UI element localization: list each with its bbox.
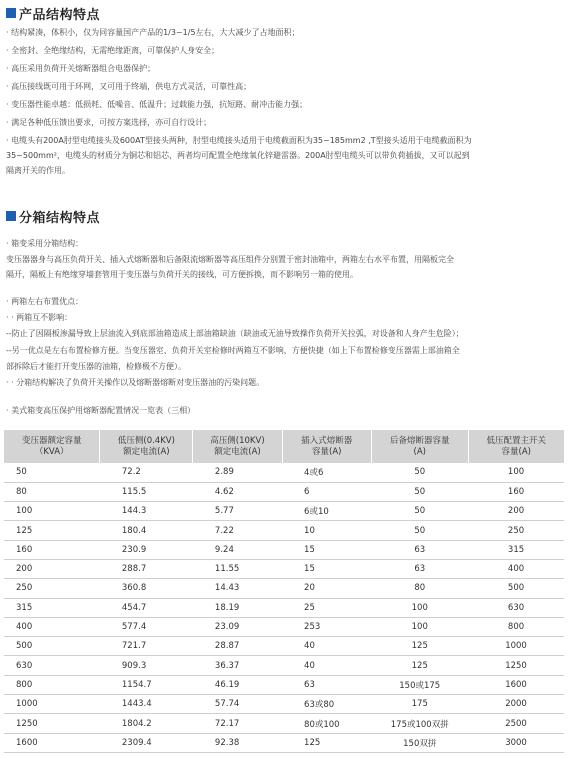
table-cell: 250 — [468, 521, 564, 540]
table-cell: 288.7 — [100, 559, 193, 578]
table-cell: 15 — [282, 540, 371, 559]
column-header-text: 后备熔断器容量 — [389, 435, 450, 446]
table-cell: 115.5 — [100, 482, 193, 501]
section-title: 产品结构特点 — [19, 7, 101, 23]
table-row — [4, 656, 564, 675]
table-cell: 577.4 — [100, 617, 193, 636]
column-header-text: （KVA） — [34, 446, 69, 457]
table-cell: 50 — [371, 521, 468, 540]
table-cell: 125 — [282, 733, 371, 752]
table-cell: 100 — [468, 463, 564, 482]
table-cell: 50 — [371, 463, 468, 482]
table-cell: 63 — [282, 675, 371, 694]
table-cell: 125 — [371, 656, 468, 675]
column-header-text: 变压器额定容量 — [21, 435, 82, 446]
text-line: 部拆除后才能打开变压器的油箱，检修极不方便）。 — [6, 362, 186, 371]
table-cell: 4.62 — [193, 482, 282, 501]
table-cell: 2.89 — [193, 463, 282, 482]
table-cell: 1804.2 — [100, 714, 193, 733]
table-cell: 15 — [282, 559, 371, 578]
column-header-text: 高压侧(10KV) — [210, 435, 265, 446]
table-cell: 10 — [282, 521, 371, 540]
table-row — [4, 637, 564, 656]
text-line: 隔离开关的作用。 — [6, 166, 70, 175]
table-cell: 3000 — [468, 733, 564, 752]
text-line: · 满足各种低压馈出要求，可按方案选择，亦可自行设计； — [6, 118, 212, 127]
text-line: 变压器器身与高压负荷开关、插入式熔断器和后备限流熔断器等高压组件分别置于密封油箱中，两箱左右水平布置，用隔板完全 — [6, 255, 454, 264]
table-cell: 1000 — [4, 695, 100, 714]
text-line: · 全密封、全绝缘结构，无需绝缘距离，可靠保护人身安全； — [6, 46, 220, 55]
table-cell: 2309.4 — [100, 733, 193, 752]
column-header-text: 容量(A) — [312, 446, 342, 457]
table-cell: 1443.4 — [100, 695, 193, 714]
column-header-text: (A) — [413, 446, 426, 457]
text-line: 隔开，隔板上有绝缘穿墙套管用于变压器与负荷开关的接线，可方便拆换，而不影响另一箱的使用。 — [6, 270, 358, 279]
table-cell: 50 — [371, 482, 468, 501]
table-cell: 200 — [4, 559, 100, 578]
table-caption: · 美式箱变高压保护用熔断器配置情况一览表（三相） — [6, 406, 196, 415]
table-cell: 20 — [282, 579, 371, 598]
column-header-text: 低压配置主开关 — [486, 435, 547, 446]
table-cell: 909.3 — [100, 656, 193, 675]
table-row — [4, 502, 564, 521]
table-cell: 14.43 — [193, 579, 282, 598]
table-row — [4, 559, 564, 578]
text-line: · · 两箱互不影响： — [6, 313, 73, 322]
table-cell: 72.2 — [100, 463, 193, 482]
table-cell: 160 — [468, 482, 564, 501]
text-line: · 两箱左右布置优点： — [6, 297, 84, 306]
table-row — [4, 521, 564, 540]
fuse-configuration-table — [4, 430, 564, 753]
text-line: · · 分箱结构解决了负荷开关操作以及熔断器熔断对变压器油的污染问题。 — [6, 378, 265, 387]
table-cell: 1600 — [468, 675, 564, 694]
table-cell: 7.22 — [193, 521, 282, 540]
text-line: · 箱变采用分箱结构： — [6, 239, 84, 248]
table-cell: 630 — [468, 598, 564, 617]
table-cell: 200 — [468, 502, 564, 521]
table-body — [4, 463, 564, 752]
table-cell: 92.38 — [193, 733, 282, 752]
table-cell: 1600 — [4, 733, 100, 752]
table-cell: 40 — [282, 637, 371, 656]
table-row — [4, 733, 564, 752]
table-cell: 253 — [282, 617, 371, 636]
text-line: --防止了因隔板渗漏导致上层油流入到底部油箱造成上部油箱缺油（缺油或无油导致操作负荷开关拉弧，对设备和人身产生危险）； — [6, 329, 464, 338]
text-line: · 高压采用负荷开关熔断器组合电器保护； — [6, 64, 156, 73]
table-cell: 360.8 — [100, 579, 193, 598]
table-cell: 1250 — [468, 656, 564, 675]
table-cell: 2000 — [468, 695, 564, 714]
column-header — [193, 430, 282, 463]
table-cell: 721.7 — [100, 637, 193, 656]
table-cell: 150或175 — [371, 675, 468, 694]
table-cell: 80 — [4, 482, 100, 501]
table-cell: 230.9 — [100, 540, 193, 559]
column-header-text: 额定电流(A) — [123, 446, 170, 457]
table-row — [4, 540, 564, 559]
blue-square-icon — [6, 8, 16, 18]
table-row — [4, 617, 564, 636]
column-header — [282, 430, 371, 463]
column-header-text: 低压侧(0.4KV) — [117, 435, 175, 446]
blue-square-icon — [6, 211, 16, 221]
column-header — [371, 430, 468, 463]
section-heading-compartment-structure — [6, 207, 100, 225]
table-cell: 150双拼 — [371, 733, 468, 752]
section-heading-product-structure — [6, 4, 100, 22]
table-cell: 500 — [468, 579, 564, 598]
table-cell: 50 — [371, 502, 468, 521]
table-cell: 315 — [4, 598, 100, 617]
table-cell: 100 — [371, 598, 468, 617]
table-cell: 175或100双拼 — [371, 714, 468, 733]
table-cell: 63或80 — [282, 695, 371, 714]
table-cell: 454.7 — [100, 598, 193, 617]
table-cell: 100 — [371, 617, 468, 636]
table-cell: 180.4 — [100, 521, 193, 540]
table-cell: 57.74 — [193, 695, 282, 714]
table-cell: 36.37 — [193, 656, 282, 675]
table-cell: 6 — [282, 482, 371, 501]
text-line: · 变压器性能卓越：低损耗、低噪音、低温升；过载能力强，抗短路、耐冲击能力强； — [6, 100, 308, 109]
table-cell: 1154.7 — [100, 675, 193, 694]
column-header — [468, 430, 564, 463]
table-cell: 800 — [468, 617, 564, 636]
table-cell: 5.77 — [193, 502, 282, 521]
table-cell: 160 — [4, 540, 100, 559]
column-header — [4, 430, 100, 463]
table-cell: 80或100 — [282, 714, 371, 733]
table-cell: 125 — [4, 521, 100, 540]
table-cell: 315 — [468, 540, 564, 559]
table-cell: 6或10 — [282, 502, 371, 521]
table-cell: 4或6 — [282, 463, 371, 482]
table-cell: 46.19 — [193, 675, 282, 694]
table-cell: 40 — [282, 656, 371, 675]
column-header-text: 插入式熔断器 — [301, 435, 353, 446]
table-row — [4, 579, 564, 598]
table-header-row — [4, 430, 564, 463]
table-cell: 18.19 — [193, 598, 282, 617]
table-cell: 144.3 — [100, 502, 193, 521]
table-cell: 25 — [282, 598, 371, 617]
table-cell: 63 — [371, 559, 468, 578]
table-row — [4, 675, 564, 694]
section-title: 分箱结构特点 — [19, 210, 101, 226]
table-cell: 400 — [4, 617, 100, 636]
table-cell: 63 — [371, 540, 468, 559]
table-row — [4, 463, 564, 482]
table-row — [4, 695, 564, 714]
text-line: · 结构紧凑，体积小，仅为同容量国产产品的1/3~1/5左右，大大减少了占地面积； — [6, 28, 300, 37]
table-cell: 175 — [371, 695, 468, 714]
table-cell: 125 — [371, 637, 468, 656]
table-cell: 630 — [4, 656, 100, 675]
table-row — [4, 714, 564, 733]
table-cell: 9.24 — [193, 540, 282, 559]
table-cell: 100 — [4, 502, 100, 521]
table-row — [4, 598, 564, 617]
table-cell: 400 — [468, 559, 564, 578]
text-line: 35~500mm²，电缆头的材质分为铜芯和铝芯，两者均可配置全绝缘氧化锌避雷器。200A肘型电缆头可以带负荷插拔，又可以起到 — [6, 151, 470, 160]
table-cell: 23.09 — [193, 617, 282, 636]
table-cell: 72.17 — [193, 714, 282, 733]
text-line: · 电缆头有200A肘型电缆接头及600AT型接头两种，肘型电缆接头适用于电缆截面积为35~185mm2 ,T型接头适用于电缆截面积为 — [6, 136, 472, 145]
table-cell: 2500 — [468, 714, 564, 733]
table-cell: 11.55 — [193, 559, 282, 578]
column-header-text: 额定电流(A) — [214, 446, 261, 457]
table-cell: 1250 — [4, 714, 100, 733]
table-cell: 80 — [371, 579, 468, 598]
table-cell: 500 — [4, 637, 100, 656]
table-cell: 50 — [4, 463, 100, 482]
column-header — [100, 430, 193, 463]
text-line: --另一优点是左右布置检修方便。当变压器室、负荷开关室检修时两箱互不影响，方便快捷（如上下布置检修变压器需上部油箱全 — [6, 346, 460, 355]
table-cell: 800 — [4, 675, 100, 694]
table-cell: 28.87 — [193, 637, 282, 656]
table-cell: 250 — [4, 579, 100, 598]
text-line: · 高压接线既可用于环网，又可用于终端，供电方式灵活，可靠性高； — [6, 82, 252, 91]
table-cell: 1000 — [468, 637, 564, 656]
column-header-text: 容量(A) — [501, 446, 531, 457]
table-row — [4, 482, 564, 501]
